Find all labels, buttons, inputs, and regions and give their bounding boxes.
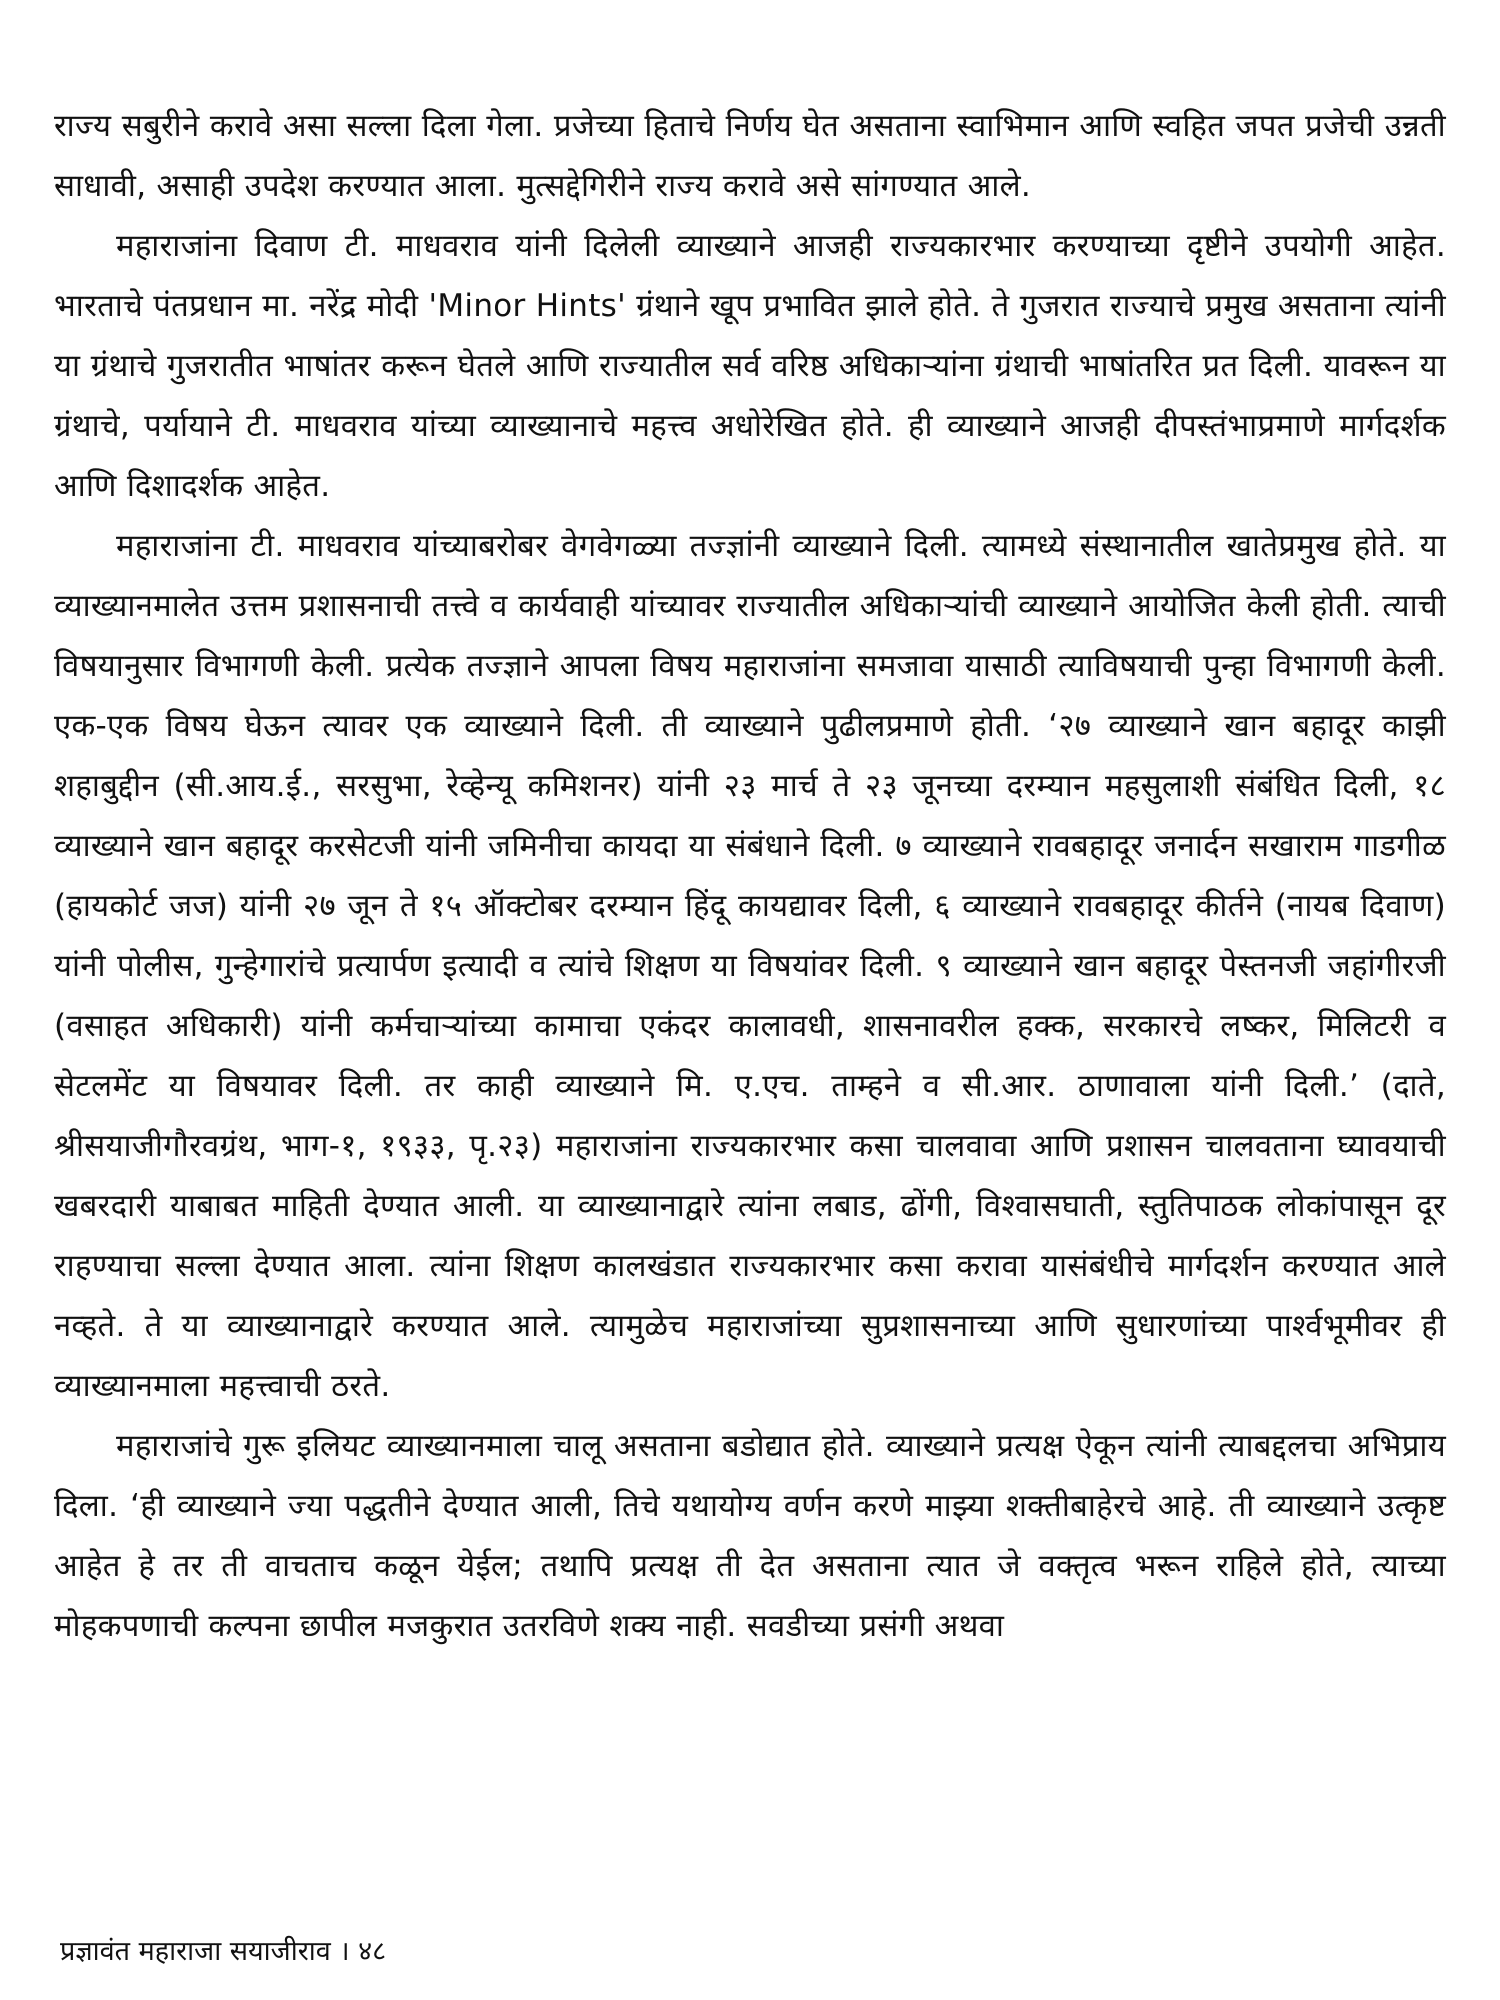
page-footer: प्रज्ञावंत महाराजा सयाजीराव । ४८	[60, 1936, 387, 1967]
body-text	[54, 96, 1446, 1656]
paragraph-4: महाराजांचे गुरू इलियट व्याख्यानमाला चालू असताना बडोद्यात होते. व्याख्याने प्रत्यक्ष ऐकून त्यांनी त्याबद्दलचा अभिप्राय दिला. ‘ही व्याख्याने ज्या पद्धतीने देण्यात आली, तिचे यथायोग्य वर्णन करणे माझ्या शक्तीबाहेरचे आहे. ती व्याख्याने उत्कृष्ट आहेत हे तर ती वाचताच कळून येईल; तथापि प्रत्यक्ष ती देत असताना त्यात जे वक्तृत्व भरून राहिले होते, त्याच्या मोहकपणाची कल्पना छापील मजकुरात उतरविणे शक्य नाही. सवडीच्या प्रसंगी अथवा	[54, 1428, 1446, 1644]
paragraph-3: महाराजांना टी. माधवराव यांच्याबरोबर वेगवेगळ्या तज्ज्ञांनी व्याख्याने दिली. त्यामध्ये संस्थानातील खातेप्रमुख होते. या व्याख्यानमालेत उत्तम प्रशासनाची तत्त्वे व कार्यवाही यांच्यावर राज्यातील अधिकाऱ्यांची व्याख्याने आयोजित केली होती. त्याची विषयानुसार विभागणी केली. प्रत्येक तज्ज्ञाने आपला विषय महाराजांना समजावा यासाठी त्याविषयाची पुन्हा विभागणी केली. एक-एक विषय घेऊन त्यावर एक व्याख्याने दिली. ती व्याख्याने पुढीलप्रमाणे होती. ‘२७ व्याख्याने खान बहादूर काझी शहाबुद्दीन (सी.आय.ई., सरसुभा, रेव्हेन्यू कमिशनर) यांनी २३ मार्च ते २३ जूनच्या दरम्यान महसुलाशी संबंधित दिली, १८ व्याख्याने खान बहादूर करसेटजी यांनी जमिनीचा कायदा या संबंधाने दिली. ७ व्याख्याने रावबहादूर जनार्दन सखाराम गाडगीळ (हायकोर्ट जज) यांनी २७ जून ते १५ ऑक्टोबर दरम्यान हिंदू कायद्यावर दिली, ६ व्याख्याने रावबहादूर कीर्तने (नायब दिवाण) यांनी पोलीस, गुन्हेगारांचे प्रत्यार्पण इत्यादी व त्यांचे शिक्षण या विषयांवर दिली. ९ व्याख्याने खान बहादूर पेस्तनजी जहांगीरजी (वसाहत अधिकारी) यांनी कर्मचाऱ्यांच्या कामाचा एकंदर कालावधी, शासनावरील हक्क, सरकारचे लष्कर, मिलिटरी व सेटलमेंट या विषयावर दिली. तर काही व्याख्याने मि. ए.एच. ताम्हने व सी.आर. ठाणावाला यांनी दिली.’ (दाते, श्रीसयाजीगौरवग्रंथ, भाग-१, १९३३, पृ.२३) महाराजांना राज्यकारभार कसा चालवावा आणि प्रशासन चालवताना घ्यावयाची खबरदारी याबाबत माहिती देण्यात आली. या व्याख्यानाद्वारे त्यांना लबाड, ढोंगी, विश्वासघाती, स्तुतिपाठक लोकांपासून दूर राहण्याचा सल्ला देण्यात आला. त्यांना शिक्षण कालखंडात राज्यकारभार कसा करावा यासंबंधीचे मार्गदर्शन करण्यात आले नव्हते. ते या व्याख्यानाद्वारे करण्यात आले. त्यामुळेच महाराजांच्या सुप्रशासनाच्या आणि सुधारणांच्या पार्श्वभूमीवर ही व्याख्यानमाला महत्त्वाची ठरते.	[54, 528, 1446, 1404]
paragraph-1: राज्य सबुरीने करावे असा सल्ला दिला गेला. प्रजेच्या हिताचे निर्णय घेत असताना स्वाभिमान आणि स्वहित जपत प्रजेची उन्नती साधावी, असाही उपदेश करण्यात आला. मुत्सद्देगिरीने राज्य करावे असे सांगण्यात आले.	[54, 108, 1446, 204]
paragraph-2: महाराजांना दिवाण टी. माधवराव यांनी दिलेली व्याख्याने आजही राज्यकारभार करण्याच्या दृष्टीने उपयोगी आहेत. भारताचे पंतप्रधान मा. नरेंद्र मोदी 'Minor Hints' ग्रंथाने खूप प्रभावित झाले होते. ते गुजरात राज्याचे प्रमुख असताना त्यांनी या ग्रंथाचे गुजरातीत भाषांतर करून घेतले आणि राज्यातील सर्व वरिष्ठ अधिकाऱ्यांना ग्रंथाची भाषांतरित प्रत दिली. यावरून या ग्रंथाचे, पर्यायाने टी. माधवराव यांच्या व्याख्यानाचे महत्त्व अधोरेखित होते. ही व्याख्याने आजही दीपस्तंभाप्रमाणे मार्गदर्शक आणि दिशादर्शक आहेत.	[54, 228, 1446, 504]
